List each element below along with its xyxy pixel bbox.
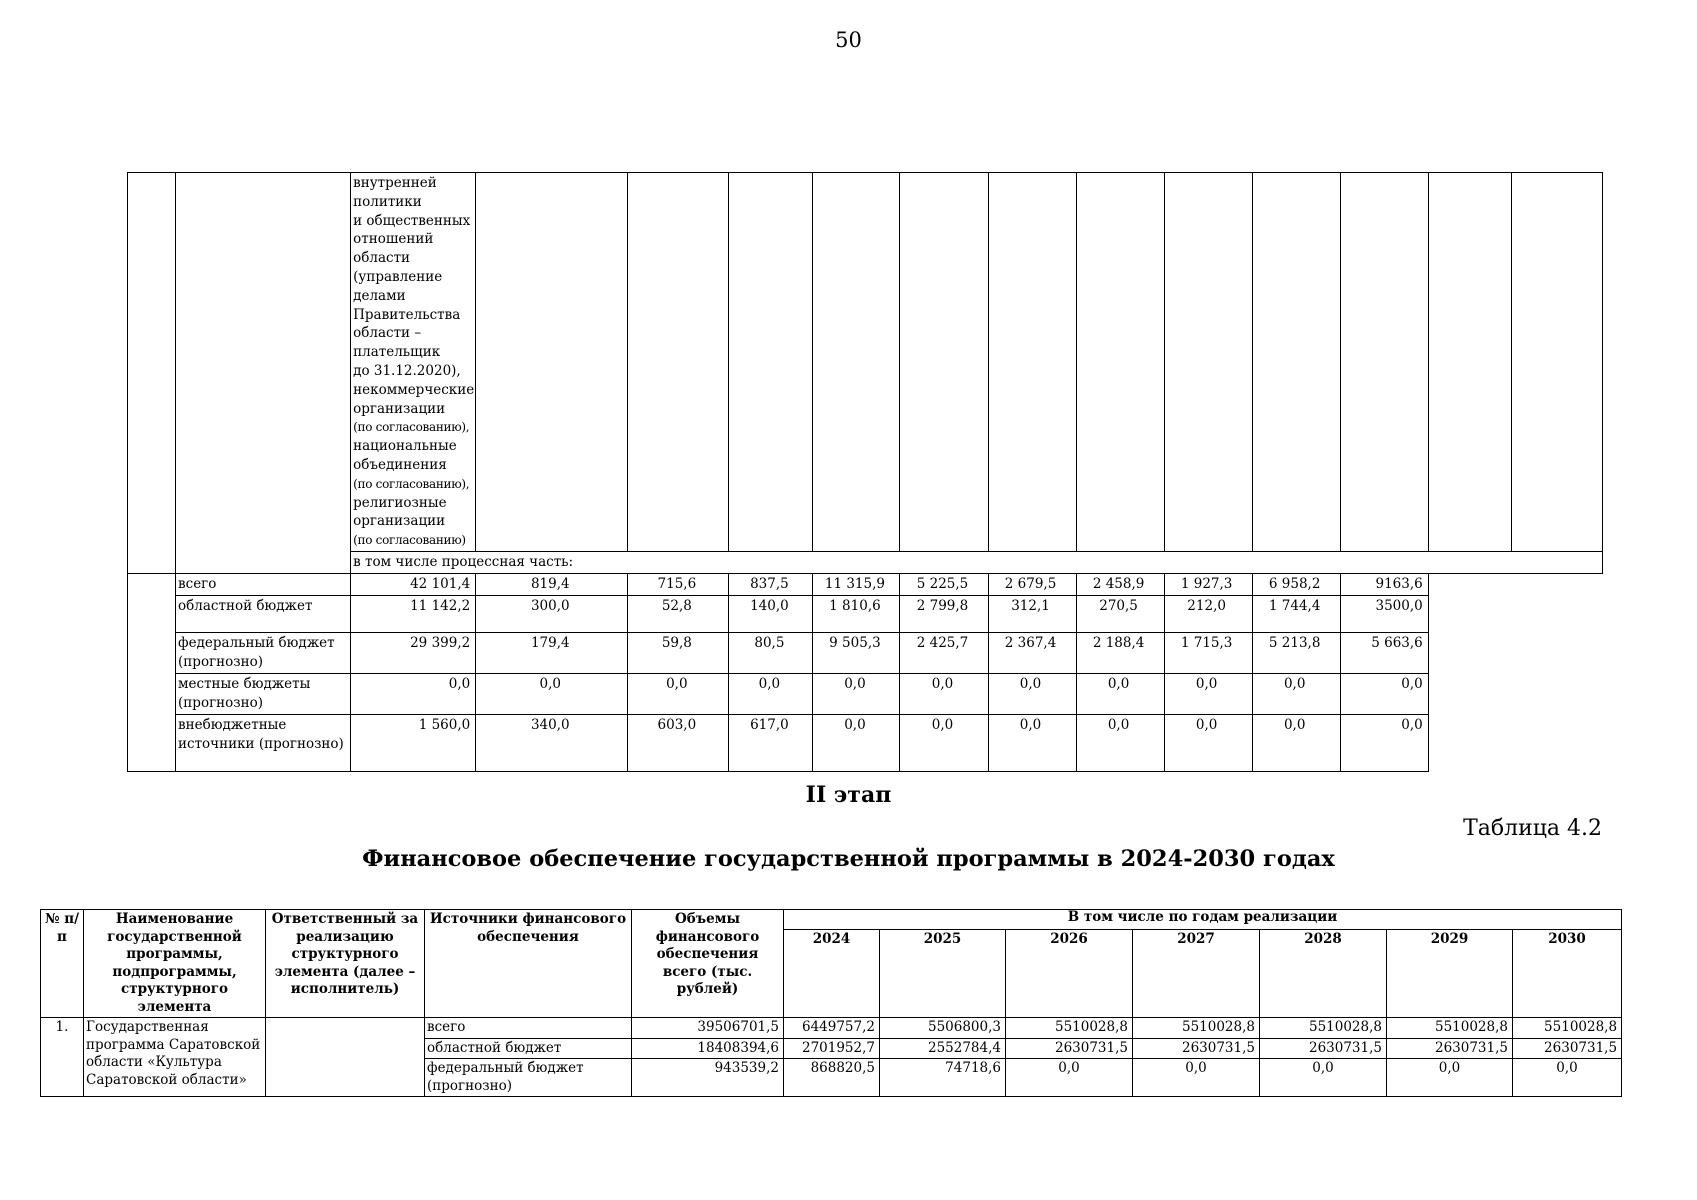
executor-line: до 31.12.2020), — [353, 362, 461, 379]
header-year: 2026 — [1006, 930, 1133, 1018]
value-cell: 617,0 — [729, 714, 813, 771]
value-cell: 42 101,4 — [351, 573, 476, 595]
value-cell: 0,0 — [1252, 714, 1340, 771]
value-cell: 2 458,9 — [1076, 573, 1164, 595]
value-cell: 0,0 — [813, 714, 900, 771]
table-cell — [128, 173, 176, 574]
value-cell: 9163,6 — [1340, 573, 1428, 595]
table-cell — [988, 173, 1076, 552]
header-num: № п/п — [41, 910, 84, 1018]
table-cell — [176, 173, 351, 574]
header-volume: Объемы финансового обеспечения всего (тыс. рублей) — [632, 910, 784, 1018]
table-cell — [476, 173, 628, 552]
value-cell: 179,4 — [476, 632, 628, 673]
table-cell — [1340, 173, 1428, 552]
value-cell: 80,5 — [729, 632, 813, 673]
value-cell: 1 744,4 — [1252, 595, 1340, 632]
source-cell: местные бюджеты (прогнозно) — [176, 673, 351, 714]
executor-line: внутренней — [353, 175, 437, 191]
value-cell: 0,0 — [988, 673, 1076, 714]
value-cell: 312,1 — [988, 595, 1076, 632]
year-value-cell: 2630731,5 — [1006, 1038, 1133, 1059]
table-cell — [1076, 173, 1164, 552]
table-cell — [1252, 173, 1340, 552]
year-value-cell: 0,0 — [1387, 1059, 1513, 1097]
header-name: Наименование государственной программы, подпрограммы, структурного элемента — [84, 910, 266, 1018]
value-cell: 140,0 — [729, 595, 813, 632]
value-cell: 0,0 — [476, 673, 628, 714]
value-cell: 5 213,8 — [1252, 632, 1340, 673]
year-value-cell: 5510028,8 — [1260, 1018, 1387, 1039]
header-row — [41, 910, 1622, 930]
value-cell: 715,6 — [628, 573, 729, 595]
header-year: 2025 — [880, 930, 1006, 1018]
value-cell: 300,0 — [476, 595, 628, 632]
executor-line: некоммерческие — [353, 381, 475, 398]
source-cell: всего — [425, 1018, 632, 1039]
total-cell: 943539,2 — [632, 1059, 784, 1097]
table-row — [128, 173, 1603, 552]
table-caption: Таблица 4.2 — [1463, 816, 1602, 841]
financing-table — [40, 909, 1622, 1097]
year-value-cell: 2630731,5 — [1260, 1038, 1387, 1059]
table-cell — [729, 173, 813, 552]
page-number: 50 — [835, 28, 862, 52]
header-year: 2024 — [784, 930, 880, 1018]
executor-line: Правительства — [353, 306, 461, 323]
table-cell — [1164, 173, 1252, 552]
executor-line: организации — [353, 513, 446, 530]
stage-title: II этап — [805, 782, 892, 808]
value-cell: 2 799,8 — [900, 595, 988, 632]
year-value-cell: 6449757,2 — [784, 1018, 880, 1039]
value-cell: 2 679,5 — [988, 573, 1076, 595]
year-value-cell: 2630731,5 — [1513, 1038, 1622, 1059]
source-cell: федеральный бюджет (прогнозно) — [176, 632, 351, 673]
executor-line: (по согласованию) — [353, 533, 466, 548]
year-value-cell: 0,0 — [1513, 1059, 1622, 1097]
table-cell — [1511, 173, 1602, 552]
executor-line: и общественных — [353, 212, 471, 229]
source-cell: всего — [176, 573, 351, 595]
value-cell: 340,0 — [476, 714, 628, 771]
table-row — [128, 673, 1603, 714]
header-year: 2028 — [1260, 930, 1387, 1018]
value-cell: 0,0 — [729, 673, 813, 714]
value-cell: 3500,0 — [1340, 595, 1428, 632]
main-title: Финансовое обеспечение государственной программы в 2024-2030 годах — [362, 846, 1335, 872]
value-cell: 0,0 — [988, 714, 1076, 771]
executor-line: организации — [353, 400, 446, 417]
value-cell: 819,4 — [476, 573, 628, 595]
program-name: Государственная программа Саратовской области «Культура Саратовской области» — [84, 1018, 266, 1097]
header-by-years: В том числе по годам реализации — [784, 910, 1622, 930]
source-cell: внебюджетные источники (прогнозно) — [176, 714, 351, 771]
table-cell — [128, 573, 176, 771]
value-cell: 0,0 — [900, 673, 988, 714]
row-num: 1. — [41, 1018, 84, 1097]
header-sources: Источники финансового обеспечения — [425, 910, 632, 1018]
header-year: 2029 — [1387, 930, 1513, 1018]
table-cell — [628, 173, 729, 552]
value-cell: 212,0 — [1164, 595, 1252, 632]
header-year: 2027 — [1133, 930, 1260, 1018]
value-cell: 837,5 — [729, 573, 813, 595]
table-cell — [1428, 173, 1511, 552]
year-value-cell: 5506800,3 — [880, 1018, 1006, 1039]
table-row — [128, 714, 1603, 771]
process-label: в том числе процессная часть: — [351, 551, 1512, 573]
header-year: 2030 — [1513, 930, 1622, 1018]
value-cell: 0,0 — [1076, 714, 1164, 771]
executor-line: делами — [353, 287, 406, 304]
value-cell: 5 225,5 — [900, 573, 988, 595]
value-cell: 1 810,6 — [813, 595, 900, 632]
year-value-cell: 5510028,8 — [1006, 1018, 1133, 1039]
table-cell — [1511, 551, 1602, 573]
table-row — [128, 573, 1603, 595]
value-cell: 0,0 — [628, 673, 729, 714]
value-cell: 603,0 — [628, 714, 729, 771]
responsible-cell — [266, 1018, 425, 1097]
value-cell: 0,0 — [1076, 673, 1164, 714]
value-cell: 11 142,2 — [351, 595, 476, 632]
executor-line: национальные — [353, 438, 457, 455]
table-row — [41, 1018, 1622, 1039]
value-cell: 59,8 — [628, 632, 729, 673]
year-value-cell: 2552784,4 — [880, 1038, 1006, 1059]
value-cell: 5 663,6 — [1340, 632, 1428, 673]
table-row — [128, 595, 1603, 632]
value-cell: 9 505,3 — [813, 632, 900, 673]
value-cell: 0,0 — [1252, 673, 1340, 714]
total-cell: 18408394,6 — [632, 1038, 784, 1059]
year-value-cell: 2630731,5 — [1387, 1038, 1513, 1059]
value-cell: 0,0 — [900, 714, 988, 771]
executor-line: плательщик — [353, 344, 441, 361]
year-value-cell: 5510028,8 — [1133, 1018, 1260, 1039]
year-value-cell: 2630731,5 — [1133, 1038, 1260, 1059]
value-cell: 29 399,2 — [351, 632, 476, 673]
value-cell: 1 927,3 — [1164, 573, 1252, 595]
year-value-cell: 0,0 — [1260, 1059, 1387, 1097]
source-cell: областной бюджет — [176, 595, 351, 632]
table-row — [128, 632, 1603, 673]
year-value-cell: 0,0 — [1006, 1059, 1133, 1097]
value-cell: 0,0 — [1164, 673, 1252, 714]
continuation-table — [127, 172, 1603, 772]
value-cell: 1 715,3 — [1164, 632, 1252, 673]
value-cell: 0,0 — [351, 673, 476, 714]
value-cell: 2 425,7 — [900, 632, 988, 673]
source-cell: областной бюджет — [425, 1038, 632, 1059]
total-cell: 39506701,5 — [632, 1018, 784, 1039]
executor-line: области — [353, 250, 411, 267]
source-cell: федеральный бюджет (прогнозно) — [425, 1059, 632, 1097]
executor-line: политики — [353, 193, 422, 210]
value-cell: 0,0 — [813, 673, 900, 714]
value-cell: 2 188,4 — [1076, 632, 1164, 673]
header-responsible: Ответственный за реализацию структурного элемента (далее – исполнитель) — [266, 910, 425, 1018]
value-cell: 52,8 — [628, 595, 729, 632]
year-value-cell: 868820,5 — [784, 1059, 880, 1097]
value-cell: 0,0 — [1340, 673, 1428, 714]
executor-cell — [351, 173, 476, 552]
value-cell: 0,0 — [1164, 714, 1252, 771]
value-cell: 0,0 — [1340, 714, 1428, 771]
table-cell — [900, 173, 988, 552]
executor-line: (управление — [353, 268, 443, 285]
executor-line: религиозные — [353, 494, 447, 511]
executor-line: области – — [353, 325, 422, 342]
year-value-cell: 0,0 — [1133, 1059, 1260, 1097]
value-cell: 1 560,0 — [351, 714, 476, 771]
executor-line: объединения — [353, 456, 447, 473]
executor-line: отношений — [353, 231, 434, 248]
value-cell: 11 315,9 — [813, 573, 900, 595]
year-value-cell: 5510028,8 — [1387, 1018, 1513, 1039]
value-cell: 6 958,2 — [1252, 573, 1340, 595]
value-cell: 2 367,4 — [988, 632, 1076, 673]
year-value-cell: 74718,6 — [880, 1059, 1006, 1097]
table-cell — [813, 173, 900, 552]
year-value-cell: 2701952,7 — [784, 1038, 880, 1059]
year-value-cell: 5510028,8 — [1513, 1018, 1622, 1039]
executor-line: (по согласованию), — [353, 420, 470, 435]
executor-line: (по согласованию), — [353, 476, 470, 491]
value-cell: 270,5 — [1076, 595, 1164, 632]
